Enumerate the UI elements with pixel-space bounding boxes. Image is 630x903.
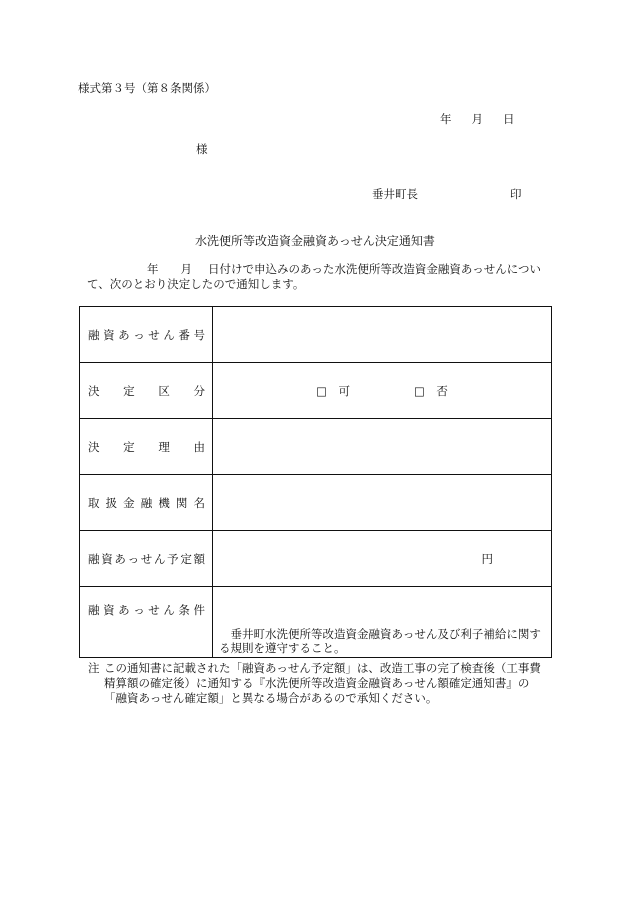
label-char: せ — [148, 327, 160, 342]
date-year: 年 — [440, 112, 452, 126]
label-char: 号 — [193, 327, 205, 342]
label-char: 関 — [175, 495, 188, 510]
intro-year: 年 — [147, 262, 159, 276]
decision-type-label — [80, 383, 212, 399]
label-char: 由 — [193, 439, 205, 454]
label-char: あ — [114, 551, 126, 566]
label-char: ん — [163, 327, 175, 342]
planned-amount-value: 円 — [213, 531, 552, 587]
label-char: ん — [163, 603, 175, 617]
table-row — [80, 475, 552, 531]
label-char: 融 — [140, 495, 153, 510]
table-row — [80, 587, 552, 658]
label-char: っ — [133, 603, 145, 617]
table-row — [80, 419, 552, 475]
bank-name-value — [213, 475, 552, 531]
label-char: 扱 — [105, 495, 118, 510]
intro-month: 月 — [180, 262, 192, 276]
loan-conditions-label — [80, 602, 212, 618]
label-char: 融 — [88, 327, 100, 342]
label-char: っ — [127, 551, 140, 566]
label-char: 番 — [178, 327, 190, 342]
intro-text: 日付けで申込みのあった水洗便所等改造資金融資あっせんについて、次のとおり決定したので通知します。 — [87, 262, 542, 291]
label-char: っ — [133, 327, 145, 342]
row-label — [80, 475, 213, 531]
row-label — [80, 307, 213, 363]
label-char: 予 — [167, 551, 179, 566]
loan-conditions-value: 垂井町水洗便所等改造資金融資あっせん及び利子補給に関する規則を遵守すること。 — [213, 587, 552, 658]
label-char: 額 — [193, 551, 205, 566]
note-head: 注 — [88, 661, 100, 675]
label-char: 件 — [193, 603, 205, 617]
label-char: 取 — [88, 495, 100, 510]
label-char: 区 — [158, 383, 170, 398]
label-char: ん — [153, 551, 166, 566]
decision-reason-label — [80, 439, 212, 455]
decision-reason-value — [213, 419, 552, 475]
label-char: 条 — [178, 603, 190, 617]
label-char: 融 — [88, 551, 100, 566]
date-day: 日 — [503, 112, 515, 126]
table-row — [80, 363, 552, 419]
label-char: 定 — [123, 383, 135, 398]
label-char: 資 — [101, 551, 113, 566]
intro-paragraph — [87, 262, 549, 292]
table-row — [80, 531, 552, 587]
row-label — [80, 419, 213, 475]
label-char: 資 — [103, 603, 115, 617]
note-text: この通知書に記載された「融資あっせん予定額」は、改造工事の完了検査後（工事費精算額の確定後）に通知する『水洗便所等改造資金融資あっせん額確定通知書』の「融資あっせん確定額」と異なる場合があるので承知ください。 — [104, 661, 541, 705]
document-title: 水洗便所等改造資金融資あっせん決定通知書 — [195, 234, 435, 248]
label-char: 理 — [158, 439, 170, 454]
row-label — [80, 531, 213, 587]
planned-amount-label — [80, 551, 212, 567]
label-char: せ — [148, 603, 160, 617]
label-char: せ — [140, 551, 153, 566]
row-label — [80, 363, 213, 419]
label-char: あ — [118, 603, 130, 617]
decision-table — [79, 306, 552, 658]
decision-options — [213, 363, 552, 419]
form-number: 様式第３号（第８条関係） — [78, 81, 216, 95]
footnote — [88, 661, 550, 706]
issuer: 垂井町長 — [372, 187, 418, 201]
date-month: 月 — [471, 112, 483, 126]
label-char: 融 — [88, 603, 100, 617]
label-char: 決 — [88, 439, 100, 454]
label-char: 定 — [123, 439, 135, 454]
label-char: 決 — [88, 383, 100, 398]
row-label — [80, 587, 213, 658]
label-char: 定 — [180, 551, 192, 566]
label-char: 名 — [193, 495, 205, 510]
table-row — [80, 307, 552, 363]
label-char: 分 — [193, 383, 205, 398]
label-char: 金 — [123, 495, 135, 510]
label-char: あ — [118, 327, 130, 342]
approve-checkbox[interactable]: □ 可 — [316, 383, 350, 398]
addressee: 様 — [196, 142, 208, 156]
loan-number-value — [213, 307, 552, 363]
loan-number-label — [80, 327, 212, 343]
date-line — [440, 111, 515, 127]
label-char: 機 — [158, 495, 170, 510]
label-char: 資 — [103, 327, 115, 342]
reject-checkbox[interactable]: □ 否 — [414, 383, 448, 398]
seal-mark: 印 — [510, 187, 522, 201]
bank-name-label — [80, 495, 212, 511]
